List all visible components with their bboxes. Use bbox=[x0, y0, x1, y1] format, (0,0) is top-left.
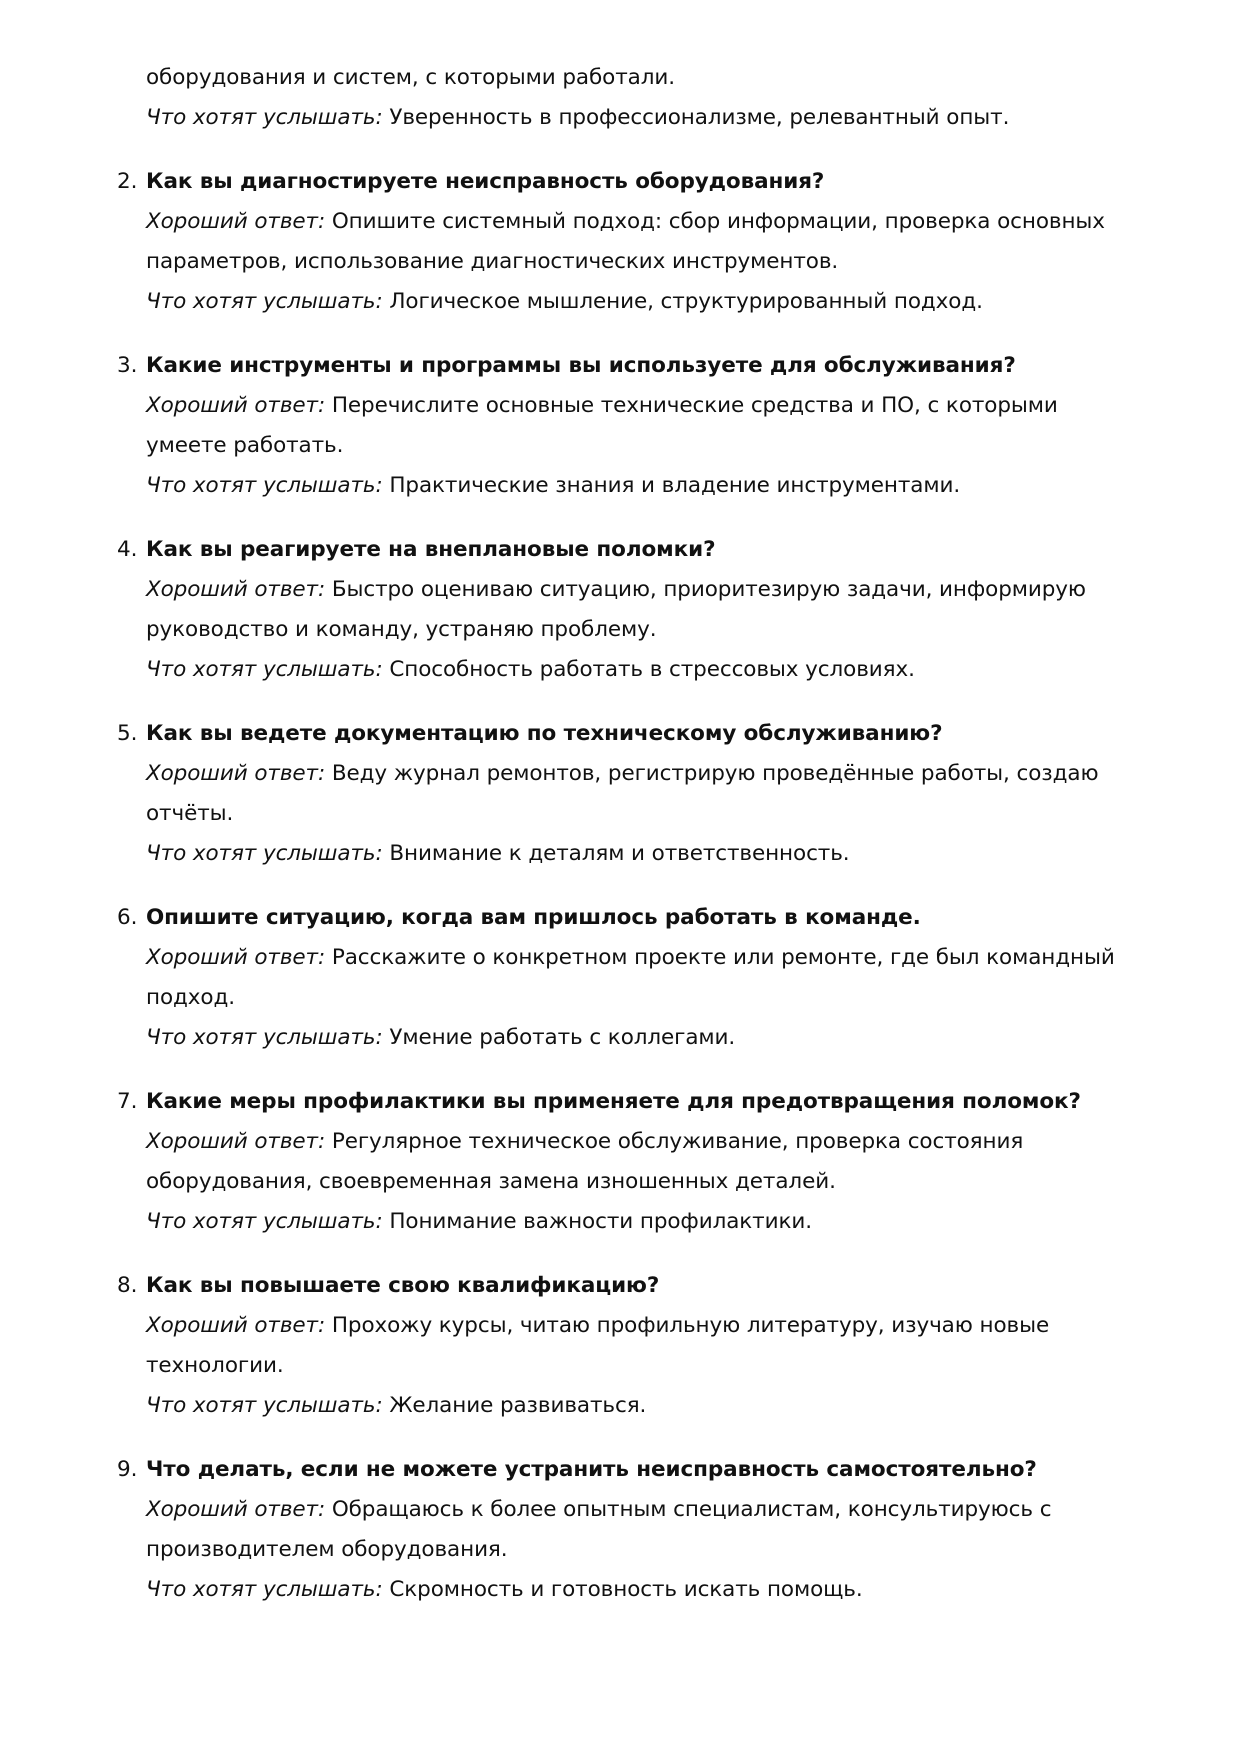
expectation-label: Что хотят услышать: bbox=[146, 1209, 383, 1234]
question: Как вы реагируете на внеплановые поломки? bbox=[146, 537, 716, 562]
answer-text: Прохожу курсы, читаю профильную литературу, изучаю новые bbox=[325, 1313, 1050, 1338]
question: Как вы повышаете свою квалификацию? bbox=[146, 1273, 660, 1298]
expectation-label: Что хотят услышать: bbox=[146, 289, 383, 314]
answer-line bbox=[146, 1535, 508, 1565]
expectation-line bbox=[146, 655, 915, 685]
item-number: 2. bbox=[117, 169, 138, 194]
answer-text: Быстро оцениваю ситуацию, приоритезирую задачи, информирую bbox=[325, 577, 1086, 602]
answer-line bbox=[146, 1495, 1051, 1525]
expectation-line bbox=[146, 1023, 735, 1053]
question: Какие инструменты и программы вы используете для обслуживания? bbox=[146, 353, 1016, 378]
expectation-label: Что хотят услышать: bbox=[146, 1025, 383, 1050]
expectation-line bbox=[146, 287, 983, 317]
answer-line bbox=[146, 759, 1098, 789]
intro-expectation bbox=[146, 103, 1009, 133]
answer-line bbox=[146, 1351, 284, 1381]
answer-line bbox=[146, 1167, 836, 1197]
answer-text: Веду журнал ремонтов, регистрирую проведённые работы, создаю bbox=[325, 761, 1099, 786]
answer-text: умеете работать. bbox=[146, 433, 344, 458]
answer-line bbox=[146, 431, 343, 461]
item-number: 5. bbox=[117, 721, 138, 746]
answer-text: Перечислите основные технические средства и ПО, с которыми bbox=[325, 393, 1058, 418]
answer-line bbox=[146, 391, 1058, 421]
answer-text: отчёты. bbox=[146, 801, 234, 826]
question: Опишите ситуацию, когда вам пришлось работать в команде. bbox=[146, 905, 921, 930]
expectation-label: Что хотят услышать: bbox=[146, 1577, 383, 1602]
item-number: 7. bbox=[117, 1089, 138, 1114]
expectation-text: Логическое мышление, структурированный подход. bbox=[382, 289, 983, 314]
good-answer-label: Хороший ответ: bbox=[146, 577, 326, 602]
good-answer-label: Хороший ответ: bbox=[146, 1497, 326, 1522]
expectation-text: Практические знания и владение инструментами. bbox=[382, 473, 961, 498]
answer-text: подход. bbox=[146, 985, 235, 1010]
answer-text: руководство и команду, устраняю проблему. bbox=[146, 617, 657, 642]
expectation-label: Что хотят услышать: bbox=[146, 105, 383, 130]
intro-continuation bbox=[146, 63, 675, 93]
item-number: 3. bbox=[117, 353, 138, 378]
answer-line bbox=[146, 1311, 1049, 1341]
expectation-line bbox=[146, 839, 850, 869]
answer-text: Регулярное техническое обслуживание, проверка состояния bbox=[325, 1129, 1024, 1154]
answer-line bbox=[146, 943, 1115, 973]
good-answer-label: Хороший ответ: bbox=[146, 1313, 326, 1338]
answer-text: производителем оборудования. bbox=[146, 1537, 508, 1562]
item-number: 8. bbox=[117, 1273, 138, 1298]
expectation-text: Желание развиваться. bbox=[382, 1393, 647, 1418]
answer-line bbox=[146, 615, 656, 645]
question: Как вы диагностируете неисправность оборудования? bbox=[146, 169, 825, 194]
question: Какие меры профилактики вы применяете для предотвращения поломок? bbox=[146, 1089, 1081, 1114]
expectation-line bbox=[146, 1207, 812, 1237]
expectation-line bbox=[146, 471, 960, 501]
good-answer-label: Хороший ответ: bbox=[146, 945, 326, 970]
good-answer-label: Хороший ответ: bbox=[146, 393, 326, 418]
question: Что делать, если не можете устранить неисправность самостоятельно? bbox=[146, 1457, 1037, 1482]
good-answer-label: Хороший ответ: bbox=[146, 1129, 326, 1154]
answer-line bbox=[146, 1127, 1023, 1157]
answer-text: Обращаюсь к более опытным специалистам, консультируюсь с bbox=[325, 1497, 1052, 1522]
expectation-text: Понимание важности профилактики. bbox=[382, 1209, 812, 1234]
expectation-text: Умение работать с коллегами. bbox=[382, 1025, 736, 1050]
expectation-text: Внимание к деталям и ответственность. bbox=[382, 841, 850, 866]
expectation-label: Что хотят услышать: bbox=[146, 657, 383, 682]
answer-text: технологии. bbox=[146, 1353, 284, 1378]
expectation-line bbox=[146, 1391, 646, 1421]
expectation-label: Что хотят услышать: bbox=[146, 841, 383, 866]
item-number: 6. bbox=[117, 905, 138, 930]
expectation-label: Что хотят услышать: bbox=[146, 1393, 383, 1418]
expectation-text: Уверенность в профессионализме, релевантный опыт. bbox=[382, 105, 1010, 130]
question: Как вы ведете документацию по техническому обслуживанию? bbox=[146, 721, 943, 746]
answer-text: параметров, использование диагностических инструментов. bbox=[146, 249, 839, 274]
answer-text: Опишите системный подход: сбор информации, проверка основных bbox=[325, 209, 1105, 234]
good-answer-label: Хороший ответ: bbox=[146, 209, 326, 234]
item-number: 9. bbox=[117, 1457, 138, 1482]
answer-text: Расскажите о конкретном проекте или ремонте, где был командный bbox=[325, 945, 1115, 970]
answer-line bbox=[146, 983, 235, 1013]
intro-continuation-text: оборудования и систем, с которыми работали. bbox=[146, 65, 675, 90]
good-answer-label: Хороший ответ: bbox=[146, 761, 326, 786]
answer-line bbox=[146, 799, 233, 829]
answer-text: оборудования, своевременная замена изношенных деталей. bbox=[146, 1169, 836, 1194]
expectation-label: Что хотят услышать: bbox=[146, 473, 383, 498]
answer-line bbox=[146, 207, 1105, 237]
expectation-line bbox=[146, 1575, 863, 1605]
expectation-text: Способность работать в стрессовых условиях. bbox=[382, 657, 915, 682]
expectation-text: Скромность и готовность искать помощь. bbox=[382, 1577, 863, 1602]
answer-line bbox=[146, 247, 838, 277]
item-number: 4. bbox=[117, 537, 138, 562]
answer-line bbox=[146, 575, 1086, 605]
